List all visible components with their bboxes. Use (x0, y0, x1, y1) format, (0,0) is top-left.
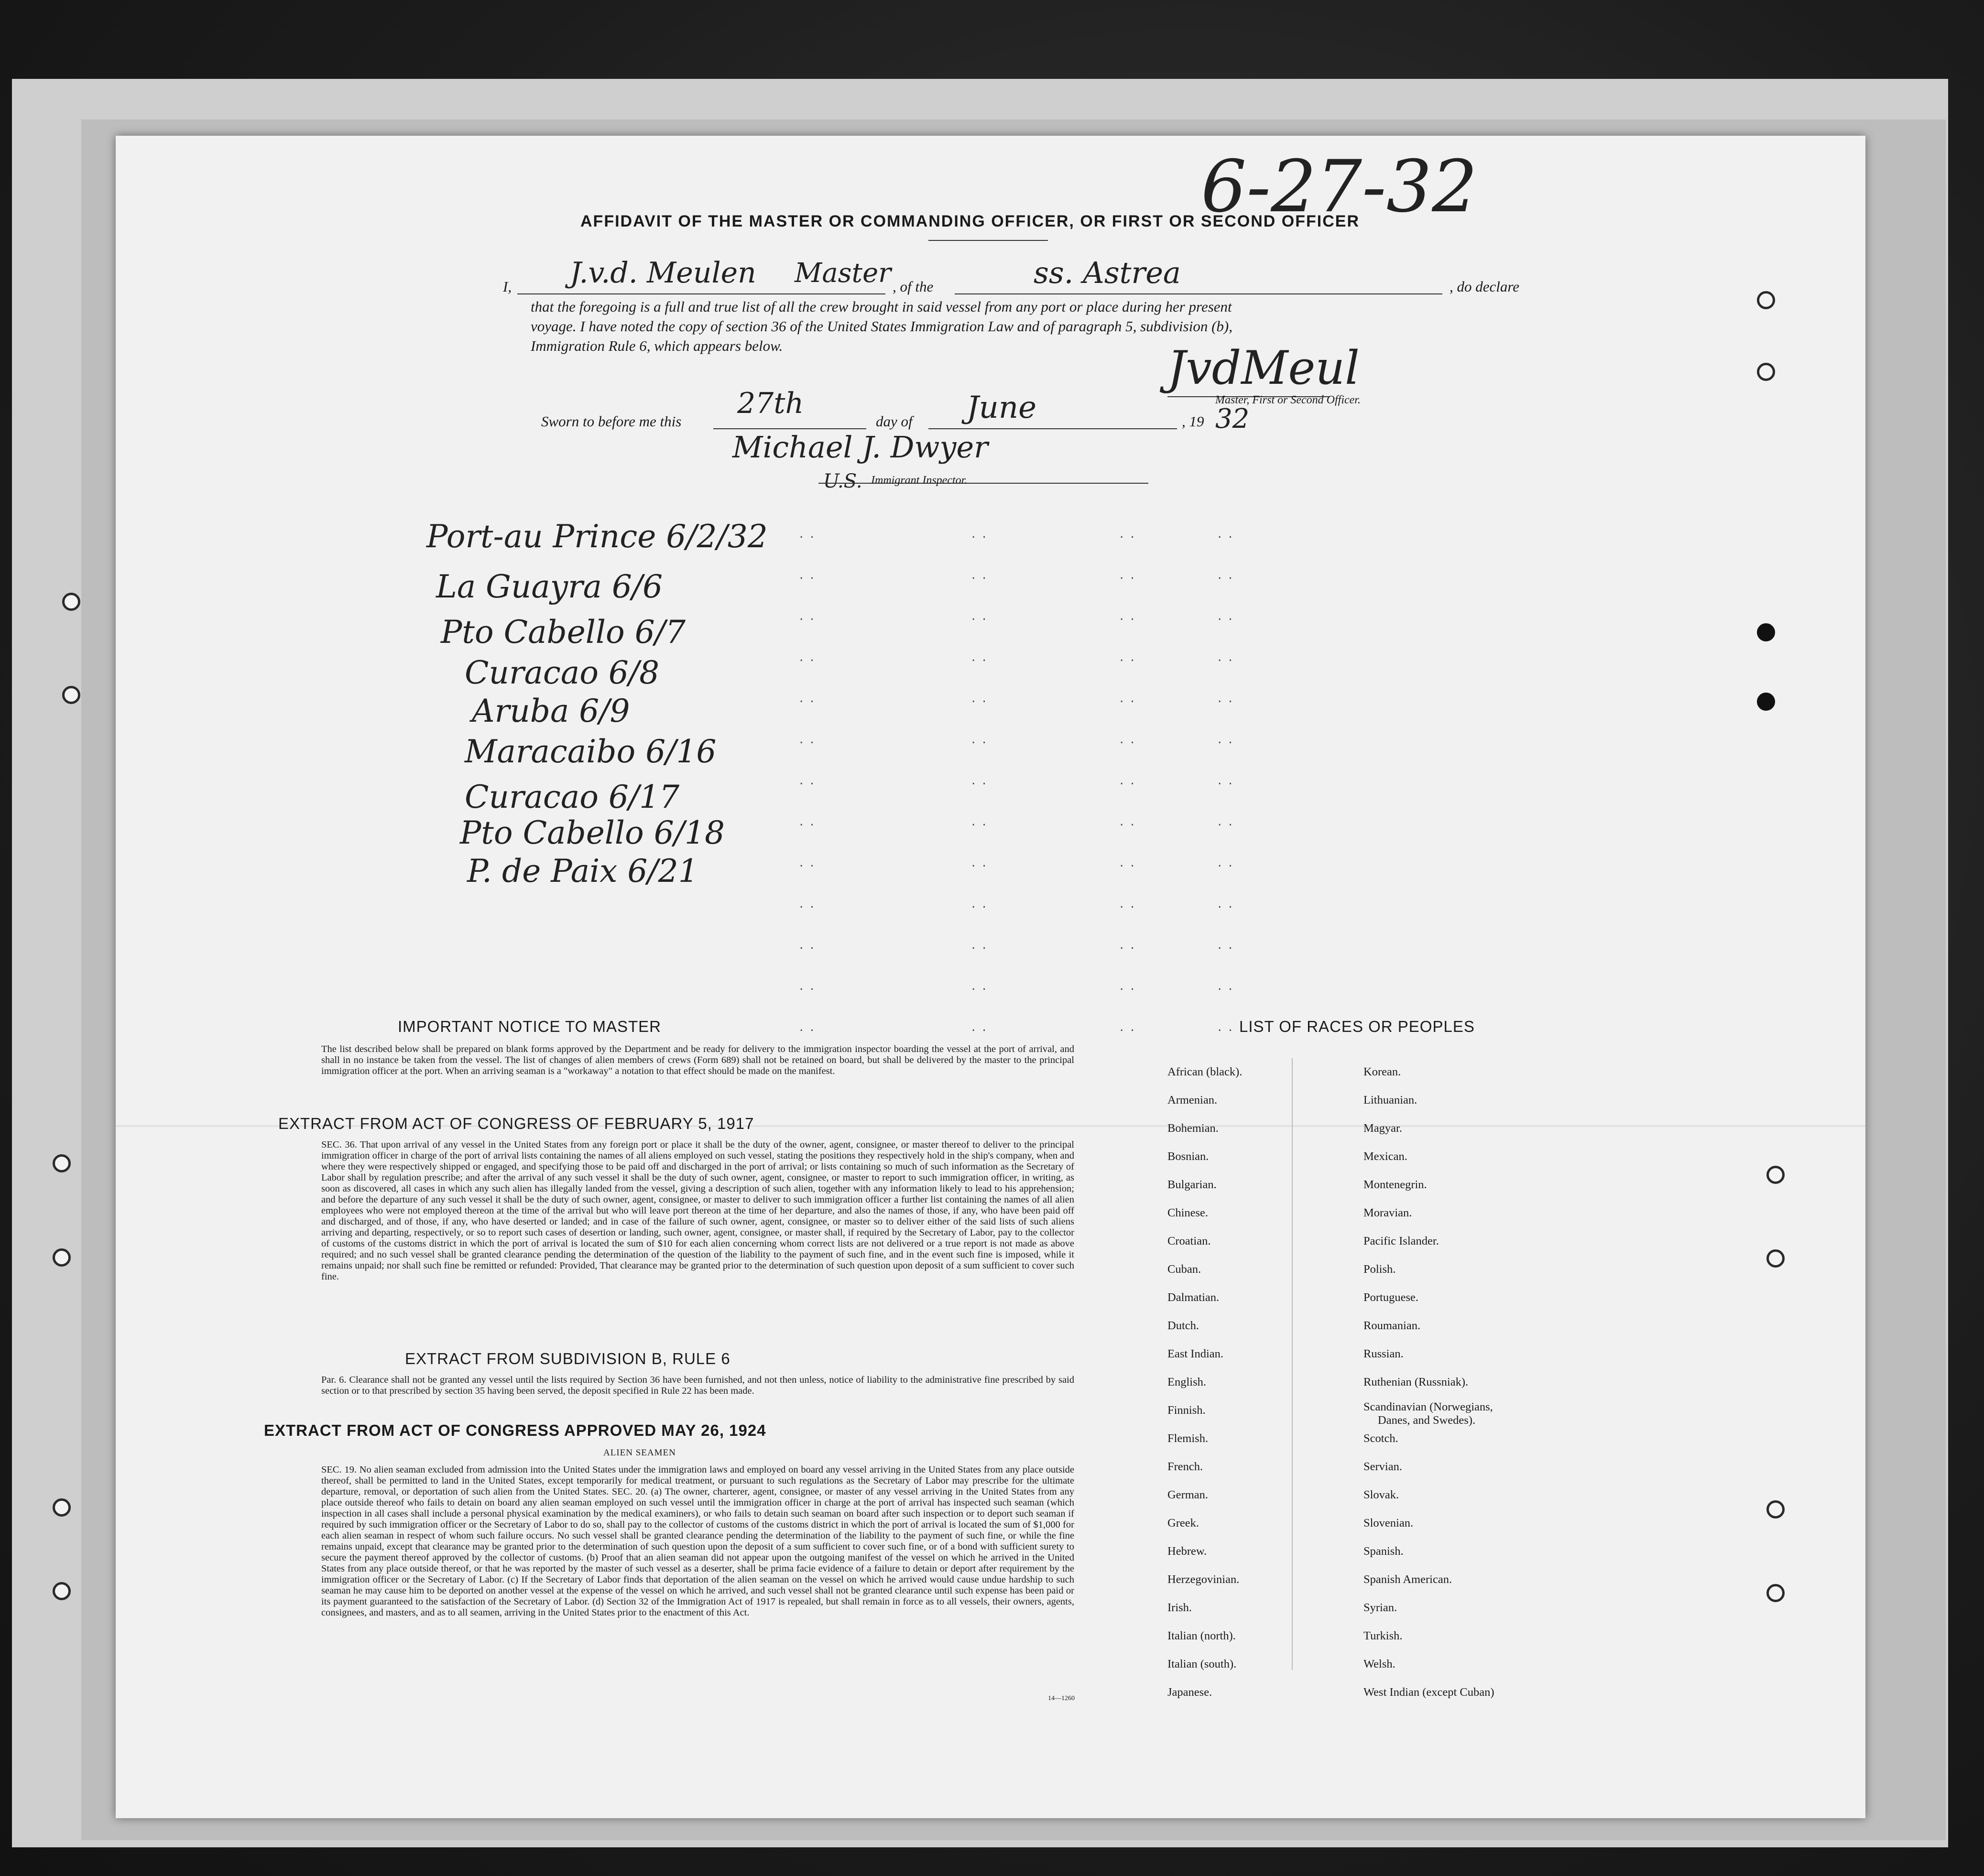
notice-title: IMPORTANT NOTICE TO MASTER (398, 1018, 662, 1035)
month-line (928, 428, 1177, 429)
race-entry: German. (1167, 1488, 1209, 1501)
race-entry: East Indian. (1167, 1347, 1224, 1360)
binder-hole-right-6 (1766, 1249, 1785, 1268)
master-title: Master (795, 258, 891, 289)
binder-hole-right-8 (1766, 1584, 1785, 1602)
race-entry: West Indian (except Cuban) (1363, 1686, 1494, 1699)
binder-hole-right-5 (1766, 1166, 1785, 1184)
port-entry: Aruba 6/9 (472, 693, 630, 729)
binder-hole-right-4 (1757, 693, 1775, 711)
race-entry: Korean. (1363, 1065, 1401, 1078)
notice-body: The list described below shall be prepared on blank forms approved by the Department and be ready for delivery to the immigration inspector boarding the vessel at the port of arrival, and shall in no instance be taken from the vessel. The list of changes of alien members of crews (Form 689) shall not be retained on board, but shall be delivered by the master to the principal immigration officer at the port. When an arriving seaman is a "workaway" a notation to that effect should be made on the manifest. (321, 1044, 1074, 1076)
port-entry: Maracaibo 6/16 (465, 733, 717, 770)
extract-1917-body: SEC. 36. That upon arrival of any vessel in the United States from any foreign port or place it shall be the duty of the owner, agent, consignee, or master thereof to deliver to the principal immigration officer in charge of the port of arrival lists containing the names of all aliens employed on such vessel, stating the positions they respectively hold in the ship's company, when and where they were respectively shipped or engaged, and specifying those to be paid off and discharged in the port of arrival; or lists containing so much of such information as the Secretary of Labor shall by regulation prescribe; and after the arrival of any such vessel it shall be the duty of such owner, agent, consignee, or master to report to such immigration officer, in writing, as soon as discovered, all cases in which any such alien has illegally landed from the vessel, giving a description of such alien, together with any information likely to lead to his apprehension; and before the departure of any such vessel it shall be the duty of such owner, agent, consignee, or master to deliver to such immigration officer a further list containing the names of all alien employees who were not employed thereon at the time of the arrival but who will leave port thereon at the time of her departure, and also the names of those, if any, who have been paid off and discharged, and of those, if any, who have deserted or landed; and in case of the failure of such owner, agent, consignee, or master so to deliver either of the said lists of such aliens arriving and departing, respectively, or so to report such cases of desertion or landing, such owner, agent, consignee, or master shall, if required by the Secretary of Labor, pay to the collector of customs of the customs district in which the port of arrival is located the sum of $10 for each alien concerning whom correct lists are not delivered or a true report is not made as above required; and no such vessel shall be granted clearance pending the determination of the question of the liability to the payment of such fine, and in the event such fine is imposed, while it remains unpaid; nor shall such fine be remitted or refunded: Provided, That clearance may be granted prior to the determination of such question upon deposit of a sum sufficient to cover such fine. (321, 1139, 1074, 1282)
binder-hole-right-1 (1757, 291, 1775, 309)
race-entry: Irish. (1167, 1601, 1192, 1614)
extract-rule6-body: Par. 6. Clearance shall not be granted any vessel until the lists required by Section 36 have been furnished, and not then unless, notice of liability to the administrative fine prescribed by said section or to that prescribed by section 35 having been served, the deposit specified in Rule 22 has been made. (321, 1375, 1074, 1396)
race-entry: Moravian. (1363, 1206, 1412, 1219)
binder-hole-left-5 (53, 1498, 71, 1517)
sworn-day: 27th (737, 387, 804, 420)
of-the-label: , of the (893, 278, 934, 295)
race-entry: French. (1167, 1460, 1203, 1473)
extract-1924-title: EXTRACT FROM ACT OF CONGRESS APPROVED MAY 26, 1924 (264, 1421, 766, 1439)
extract-rule6-title: EXTRACT FROM SUBDIVISION B, RULE 6 (405, 1350, 730, 1367)
race-entry: Italian (north). (1167, 1629, 1236, 1642)
race-entry: Bohemian. (1167, 1122, 1219, 1135)
title-rule (928, 240, 1048, 241)
port-entry: Curacao 6/8 (465, 654, 660, 691)
race-entry: Roumanian. (1363, 1319, 1421, 1332)
binder-hole-right-3 (1757, 623, 1775, 641)
race-entry-continuation: Danes, and Swedes). (1378, 1414, 1476, 1427)
form-number: 14—1260 (1048, 1695, 1075, 1702)
port-entry: Pto Cabello 6/18 (460, 814, 725, 851)
ditto-marks: . . . . . . . . . . . . . . . . . . . . . . . . . . (971, 527, 988, 1034)
handwritten-date-stamp: 6-27-32 (1201, 145, 1478, 228)
inspector-line (818, 483, 1148, 484)
master-name-line (517, 293, 885, 294)
race-entry: Italian (south). (1167, 1658, 1237, 1670)
affidavit-title: AFFIDAVIT OF THE MASTER OR COMMANDING OFFICER, OR FIRST OR SECOND OFFICER (580, 212, 1360, 230)
sworn-year: 32 (1215, 403, 1250, 434)
day-line (713, 428, 866, 429)
master-name: J.v.d. Meulen (570, 256, 756, 290)
ditto-marks: . . . . . . . . . . . . . . . . . . . . . . . . . . (799, 527, 816, 1034)
race-entry: Dutch. (1167, 1319, 1199, 1332)
race-entry: Magyar. (1363, 1122, 1402, 1135)
race-entry: Bulgarian. (1167, 1178, 1217, 1191)
day-of-label: day of (876, 413, 913, 430)
ditto-marks: . . . . . . . . . . . . . . . . . . . . . . . . . . (1218, 527, 1234, 1034)
race-entry: Cuban. (1167, 1263, 1201, 1276)
sworn-label: Sworn to before me this (541, 413, 682, 430)
port-entry: Pto Cabello 6/7 (441, 614, 686, 651)
race-entry: Herzegovinian. (1167, 1573, 1240, 1586)
affidavit-line-4: Immigration Rule 6, which appears below. (531, 337, 783, 354)
master-signature: JvdMeul (1167, 341, 1360, 395)
vessel-name: ss. Astrea (1034, 255, 1181, 290)
race-entry: Mexican. (1363, 1150, 1407, 1163)
port-entry: Port-au Prince 6/2/32 (426, 518, 768, 555)
race-entry: Japanese. (1167, 1686, 1212, 1699)
extract-1917-title: EXTRACT FROM ACT OF CONGRESS OF FEBRUARY 5, 1917 (278, 1115, 754, 1132)
race-entry: Syrian. (1363, 1601, 1397, 1614)
inspector-prefix: U.S. (823, 470, 862, 492)
binder-hole-left-2 (62, 686, 80, 704)
race-entry: English. (1167, 1376, 1206, 1388)
race-entry: Spanish. (1363, 1545, 1404, 1558)
port-entry: Curacao 6/17 (465, 779, 680, 815)
race-entry: Hebrew. (1167, 1545, 1207, 1558)
race-entry: Pacific Islander. (1363, 1235, 1439, 1247)
ditto-marks: . . . . . . . . . . . . . . . . . . . . . . . . . . (1120, 527, 1136, 1034)
race-entry: Welsh. (1363, 1658, 1395, 1670)
race-entry: Bosnian. (1167, 1150, 1209, 1163)
port-entry: La Guayra 6/6 (436, 568, 663, 605)
race-entry: Croatian. (1167, 1235, 1211, 1247)
race-entry: African (black). (1167, 1065, 1243, 1078)
race-entry: Scandinavian (Norwegians, (1363, 1400, 1493, 1413)
race-entry: Dalmatian. (1167, 1291, 1220, 1304)
binder-hole-left-6 (53, 1582, 71, 1600)
race-entry: Spanish American. (1363, 1573, 1452, 1586)
race-entry: Slovak. (1363, 1488, 1399, 1501)
race-entry: Greek. (1167, 1517, 1199, 1529)
binder-hole-left-4 (53, 1248, 71, 1267)
extract-1924-subtitle: ALIEN SEAMEN (603, 1448, 676, 1458)
races-title: LIST OF RACES OR PEOPLES (1239, 1018, 1475, 1035)
i-label: I, (503, 278, 512, 295)
race-entry: Lithuanian. (1363, 1094, 1417, 1106)
races-column-divider (1292, 1058, 1293, 1670)
race-entry: Polish. (1363, 1263, 1396, 1276)
extract-1924-body: SEC. 19. No alien seaman excluded from admission into the United States under the immigration laws and employed on board any vessel arriving in the United States from any place outside thereof, shall be permitted to land in the United States, except temporarily for medical treatment, or pursuant to such regulations as the Secretary of Labor may prescribe for the ultimate departure, removal, or deportation of such alien from the United States. SEC. 20. (a) The owner, charterer, agent, consignee, or master of any vessel arriving in the United States from any place outside thereof who fails to detain on board any alien seaman employed on such vessel until the immigration officer in charge at the port of arrival has inspected such seaman (which inspection in all cases shall include a personal physical examination by the medical examiners), or who fails to detain such seaman on board after such inspection or to deport such seaman if required by such immigration officer or the Secretary of Labor to do so, shall pay to the collector of customs of the customs district in which the port of arrival is located the sum of $1,000 for each alien seaman in respect of whom such failure occurs. No such vessel shall be granted clearance pending the determination of the liability to the payment of such fine, or while the fine remains unpaid, except that clearance may be granted prior to the determination of such question upon the deposit of a sum sufficient to cover such fine, or of a bond with sufficient surety to secure the payment thereof approved by the collector of customs. (b) Proof that an alien seaman did not appear upon the outgoing manifest of the vessel on which he arrived in the United States from any place outside thereof, or that he was reported by the master of such vessel as a deserter, shall be prima facie evidence of a failure to detain or deport after requirement by the immigration officer or the Secretary of Labor. (c) If the Secretary of Labor finds that deportation of the alien seaman on the vessel on which he arrived would cause undue hardship to such seaman he may cause him to be deported on another vessel at the expense of the vessel on which he arrived, and such vessel shall not be granted clearance until such expense has been paid or its payment guaranteed to the satisfaction of the Secretary of Labor. (d) Section 32 of the Immigration Act of 1917 is repealed, but shall remain in force as to all vessels, their owners, agents, consignees, and masters, and as to all seamen, arriving in the United States prior to the enactment of this Act. (321, 1464, 1074, 1618)
race-entry: Slovenian. (1363, 1517, 1414, 1529)
do-declare-label: , do declare (1450, 278, 1520, 295)
binder-hole-left-1 (62, 593, 80, 611)
race-entry: Flemish. (1167, 1432, 1209, 1445)
document-page (116, 136, 1865, 1818)
race-entry: Scotch. (1363, 1432, 1398, 1445)
binder-hole-right-7 (1766, 1500, 1785, 1518)
affidavit-line-3: voyage. I have noted the copy of section 36 of the United States Immigration Law and of paragraph 5, subdivision (b), (531, 318, 1232, 335)
race-entry: Armenian. (1167, 1094, 1218, 1106)
binder-hole-left-3 (53, 1154, 71, 1172)
inspector-signature: Michael J. Dwyer (732, 430, 988, 465)
race-entry: Chinese. (1167, 1206, 1209, 1219)
master-caption: Master, First or Second Officer. (1215, 394, 1361, 406)
inspector-caption: Immigrant Inspector. (871, 474, 968, 487)
race-entry: Servian. (1363, 1460, 1402, 1473)
race-entry: Finnish. (1167, 1404, 1206, 1417)
port-entry: P. de Paix 6/21 (467, 853, 698, 889)
race-entry: Turkish. (1363, 1629, 1403, 1642)
affidavit-line-2: that the foregoing is a full and true list of all the crew brought in said vessel from any port or place during her present (531, 298, 1232, 315)
race-entry: Portuguese. (1363, 1291, 1418, 1304)
race-entry: Russian. (1363, 1347, 1404, 1360)
race-entry: Montenegrin. (1363, 1178, 1427, 1191)
year-prefix: , 19 (1182, 413, 1204, 430)
sworn-month: June (967, 390, 1036, 425)
binder-hole-right-2 (1757, 363, 1775, 381)
vessel-line (955, 293, 1442, 294)
race-entry: Ruthenian (Russniak). (1363, 1376, 1469, 1388)
